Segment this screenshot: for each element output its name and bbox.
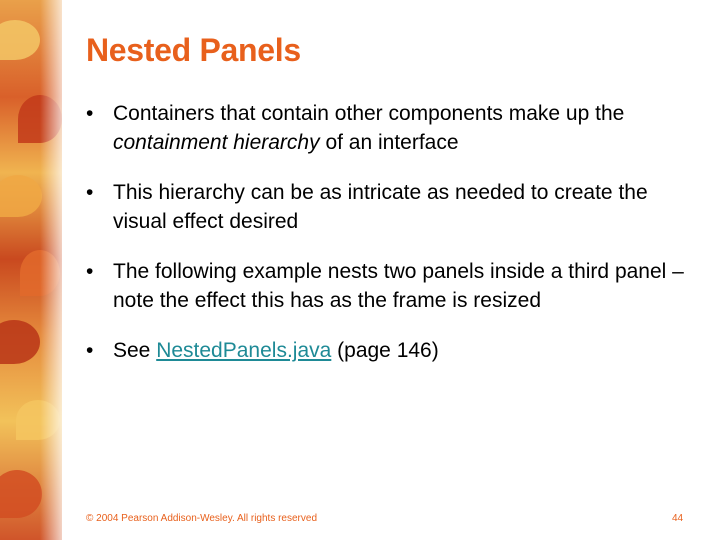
bullet-item [86, 258, 696, 315]
bullet-text: See [113, 339, 157, 362]
bullet-list [86, 100, 696, 388]
source-file-link[interactable]: NestedPanels.java [156, 339, 332, 362]
bullet-item [86, 337, 696, 366]
bullet-item [86, 179, 696, 236]
bullet-text: The following example nests two panels inside a third panel – note the effect this has as the frame is resized [113, 260, 684, 312]
bullet-item [86, 100, 696, 157]
bullet-text: of an interface [319, 130, 459, 154]
slide-title: Nested Panels [86, 32, 301, 68]
bullet-emphasis: containment hierarchy [113, 130, 320, 154]
bullet-marker: • [86, 260, 94, 283]
bullet-marker: • [86, 102, 94, 125]
autumn-leaves-decoration [0, 0, 62, 540]
bullet-text: This hierarchy can be as intricate as needed to create the visual effect desired [113, 181, 648, 233]
bullet-text: Containers that contain other components make up the [113, 102, 625, 125]
page-number: 44 [672, 513, 684, 524]
copyright-footer: © 2004 Pearson Addison-Wesley. All rights reserved [86, 513, 318, 524]
bullet-marker: • [86, 339, 94, 362]
bullet-text: (page 146) [331, 339, 439, 362]
bullet-marker: • [86, 181, 94, 204]
